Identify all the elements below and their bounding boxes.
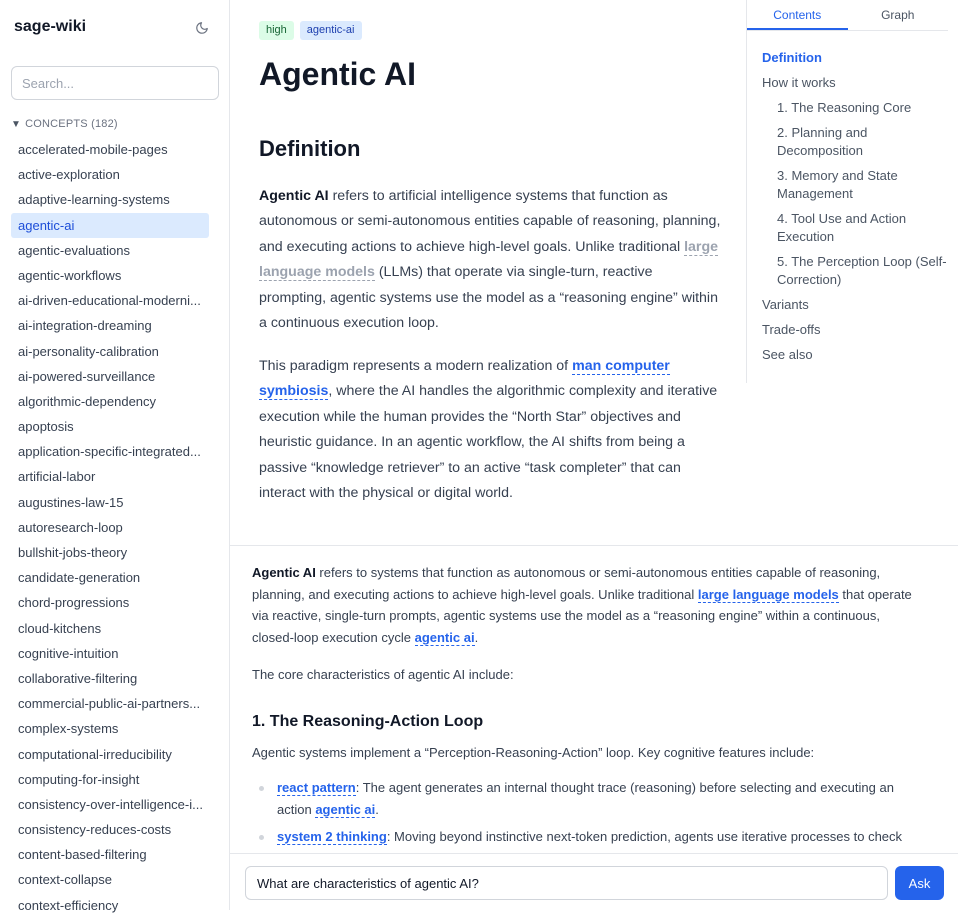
toc-item[interactable]: Variants [762, 297, 809, 312]
concepts-section-toggle[interactable] [11, 118, 118, 130]
tab-contents[interactable]: Contents [747, 0, 848, 30]
sidebar-item-context-collapse[interactable]: context-collapse [18, 872, 112, 888]
sidebar-item-candidate-generation[interactable]: candidate-generation [18, 570, 141, 586]
sidebar-item-cognitive-intuition[interactable]: cognitive-intuition [18, 645, 119, 661]
answer-bullet [252, 777, 924, 820]
sidebar-item-collaborative-filtering[interactable]: collaborative-filtering [18, 670, 138, 686]
ask-bar [230, 853, 958, 910]
answer-heading: 1. The Reasoning-Action Loop [252, 713, 484, 730]
sidebar-item-active-exploration[interactable]: active-exploration [18, 167, 120, 183]
sidebar-item-autoresearch-loop[interactable]: autoresearch-loop [18, 519, 123, 535]
section-heading: Definition [259, 136, 361, 161]
moon-icon [195, 21, 209, 35]
wikilink-man-computer-symbiosis[interactable]: man computer symbiosis [259, 358, 670, 400]
text: refers to artificial intelligence systems that function as autonomous or semi-autonomous entities capable of reasoning, planning, and executing actions to achieve high-level goals. Unlike traditional [259, 188, 721, 255]
toc-tabs [747, 0, 948, 31]
toc-item[interactable]: Trade-offs [762, 322, 821, 337]
sidebar-item-consistency-over-intelligence-i[interactable]: consistency-over-intelligence-i... [18, 796, 203, 812]
sidebar [0, 0, 230, 913]
sidebar-item-algorithmic-dependency[interactable]: algorithmic-dependency [18, 393, 157, 409]
search-input[interactable] [11, 66, 219, 100]
definition-paragraph [259, 184, 721, 336]
paradigm-paragraph [259, 354, 721, 506]
toc-item[interactable]: 2. Planning and Decomposition [777, 125, 868, 158]
wikilink-large-language-models[interactable]: large language models [259, 238, 719, 281]
text: that operate via reactive, single-turn prompts, agentic systems use the model as a “reasoning engine” within a continuous, closed-loop execution cycle [252, 586, 912, 645]
answer-panel [230, 545, 958, 853]
toc-item[interactable]: 4. Tool Use and Action Execution [777, 211, 907, 244]
sidebar-item-ai-personality-calibration[interactable]: ai-personality-calibration [18, 343, 159, 359]
text: This paradigm represents a modern realization of [259, 358, 573, 374]
sidebar-item-context-efficiency[interactable]: context-efficiency [18, 897, 119, 913]
sidebar-item-application-specific-integrated[interactable]: application-specific-integrated... [18, 444, 201, 460]
sidebar-item-cloud-kitchens[interactable]: cloud-kitchens [18, 620, 102, 636]
sidebar-item-adaptive-learning-systems[interactable]: adaptive-learning-systems [18, 192, 170, 208]
sidebar-item-content-based-filtering[interactable]: content-based-filtering [18, 847, 147, 863]
sidebar-item-computing-for-insight[interactable]: computing-for-insight [18, 771, 140, 787]
sidebar-item-bullshit-jobs-theory[interactable]: bullshit-jobs-theory [18, 545, 128, 560]
question-input[interactable] [245, 866, 888, 900]
text: . [474, 629, 479, 645]
sidebar-item-accelerated-mobile-pages[interactable]: accelerated-mobile-pages [18, 142, 168, 157]
page-title: Agentic AI [259, 56, 417, 92]
term-bold: Agentic AI [259, 188, 329, 204]
toc-item[interactable]: 3. Memory and State Management [777, 168, 898, 201]
sidebar-item-chord-progressions[interactable]: chord-progressions [18, 595, 130, 611]
tag-list [259, 21, 362, 40]
tag-badge[interactable]: agentic-ai [300, 21, 362, 40]
sidebar-item-commercial-public-ai-partners[interactable]: commercial-public-ai-partners... [18, 696, 201, 712]
answer-link[interactable]: system 2 thinking [277, 829, 387, 845]
sidebar-item-artificial-labor[interactable]: artificial-labor [18, 469, 96, 485]
toc-list [747, 31, 948, 364]
term-bold: Agentic AI [252, 565, 316, 580]
concept-list [11, 137, 209, 918]
sidebar-item-ai-integration-dreaming[interactable]: ai-integration-dreaming [18, 318, 152, 334]
sidebar-item-complex-systems[interactable]: complex-systems [18, 721, 119, 737]
caret-down-icon: ▼ [11, 118, 22, 130]
sidebar-item-agentic-evaluations[interactable]: agentic-evaluations [18, 242, 131, 258]
sidebar-item-agentic-workflows[interactable]: agentic-workflows [18, 267, 122, 283]
text: . [375, 801, 379, 817]
concepts-section-label: CONCEPTS (182) [25, 118, 118, 130]
answer-link[interactable]: react pattern [277, 780, 356, 795]
toc-item[interactable]: See also [762, 347, 813, 362]
toc-panel [746, 0, 948, 383]
sidebar-item-ai-powered-surveillance[interactable]: ai-powered-surveillance [18, 368, 156, 384]
sidebar-item-agentic-ai[interactable]: agentic-ai [11, 213, 209, 238]
answer-link-large-language-models[interactable]: large language models [697, 586, 839, 602]
text: refers to systems that function as autonomous or semi-autonomous entities capable of reasoning, planning, and executing actions to achieve high-level goals. Unlike traditional [252, 565, 881, 602]
sidebar-item-computational-irreducibility[interactable]: computational-irreducibility [18, 746, 172, 762]
ask-button[interactable]: Ask [895, 866, 944, 900]
theme-toggle-button[interactable] [192, 18, 212, 38]
sidebar-item-augustines-law-15[interactable]: augustines-law-15 [18, 494, 124, 510]
text: (LLMs) that operate via single-turn, reactive prompting, agentic systems use the model as a “reasoning engine” within a continuous execution loop. [259, 264, 718, 332]
brand-title[interactable]: sage-wiki [14, 18, 87, 35]
text: : Moving beyond instinctive next-token prediction, agents use iterative processes to check [386, 829, 903, 845]
answer-link-agentic-ai[interactable]: agentic ai [414, 629, 475, 645]
tab-graph[interactable]: Graph [881, 8, 915, 22]
answer-paragraph: Agentic systems implement a “Perception-Reasoning-Action” loop. Key cognitive features include: [252, 745, 815, 760]
answer-paragraph: The core characteristics of agentic AI include: [252, 667, 514, 682]
answer-paragraph [252, 562, 924, 648]
toc-item[interactable]: Definition [762, 50, 822, 65]
toc-item[interactable]: 1. The Reasoning Core [777, 100, 912, 115]
tag-badge[interactable]: high [259, 21, 294, 40]
toc-item[interactable]: 5. The Perception Loop (Self-Correction) [777, 254, 947, 287]
sidebar-item-consistency-reduces-costs[interactable]: consistency-reduces-costs [18, 822, 172, 838]
text: , where the AI handles the algorithmic complexity and iterative execution while the human provides the “North Star” objectives and heuristic guidance. In an agentic workflow, the AI shifts from being a passive “knowledge retriever” to an active “task completer” that can interact with the physical or digital world. [259, 383, 718, 502]
text: : The agent generates an internal thought trace (reasoning) before selecting and executing an action [277, 780, 894, 817]
toc-item[interactable]: How it works [762, 75, 836, 90]
sidebar-item-ai-driven-educational-moderni[interactable]: ai-driven-educational-moderni... [18, 293, 201, 309]
sidebar-item-apoptosis[interactable]: apoptosis [18, 419, 74, 435]
answer-link[interactable]: agentic ai [315, 801, 376, 817]
